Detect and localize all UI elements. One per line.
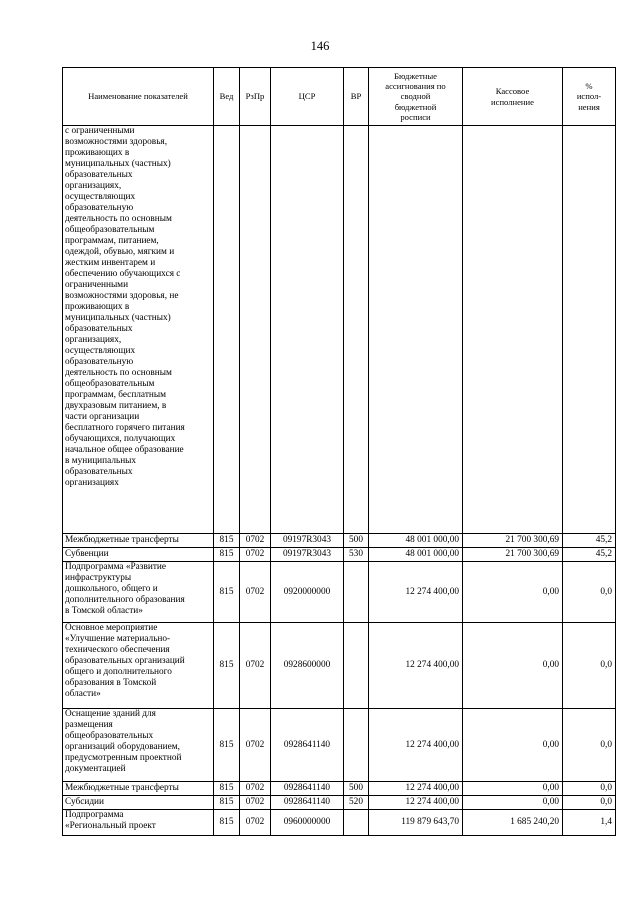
row-name: Межбюджетные трансферты [63, 782, 214, 796]
row-rzpr: 0702 [240, 796, 271, 810]
table-row [63, 562, 616, 623]
row-name: с ограниченными возможностями здоровья, проживающих в муниципальных (частных) образовательных организациях, осуществляющих образовательную деятельность по основным общеобразовательным программам, питанием, одеждой, обувью, мягким и жестким инвентарем и обеспечению обучающихся с ограниченными возможностями здоровья, не проживающих в муниципальных (частных) образовательных организациях, осуществляющих образовательную деятельность по основным общеобразовательным программам, бесплатным двухразовым питанием, в части организации бесплатного горячего питания обучающихся, получающих начальное общее образование в муниципальных образовательных организациях [63, 126, 214, 534]
page-number: 146 [310, 39, 330, 53]
table-row [63, 782, 616, 796]
row-vr: 500 [344, 534, 369, 548]
row-cash: 0,00 [463, 623, 563, 709]
header-ved: Вед [214, 68, 240, 126]
row-ved [214, 126, 240, 534]
header-assign: Бюджетные ассигнования по сводной бюджетной росписи [369, 68, 463, 126]
row-vr [344, 623, 369, 709]
row-assign: 119 879 643,70 [369, 810, 463, 836]
row-ved: 815 [214, 796, 240, 810]
table-row [63, 709, 616, 782]
row-assign: 12 274 400,00 [369, 562, 463, 623]
row-rzpr: 0702 [240, 548, 271, 562]
row-rzpr: 0702 [240, 709, 271, 782]
row-cash: 21 700 300,69 [463, 534, 563, 548]
row-vr: 500 [344, 782, 369, 796]
row-vr: 530 [344, 548, 369, 562]
row-cash: 0,00 [463, 562, 563, 623]
row-rzpr: 0702 [240, 810, 271, 836]
row-pct: 0,0 [563, 623, 616, 709]
header-vr: ВР [344, 68, 369, 126]
row-pct: 45,2 [563, 548, 616, 562]
row-name: Подпрограмма «Развитие инфраструктуры дошкольного, общего и дополнительного образования в Томской области» [63, 562, 214, 623]
row-ved: 815 [214, 782, 240, 796]
row-cash: 0,00 [463, 796, 563, 810]
row-assign [369, 126, 463, 534]
row-rzpr: 0702 [240, 782, 271, 796]
row-assign: 12 274 400,00 [369, 782, 463, 796]
row-csr: 0928641140 [271, 709, 344, 782]
row-pct: 45,2 [563, 534, 616, 548]
row-cash: 0,00 [463, 782, 563, 796]
row-assign: 48 001 000,00 [369, 534, 463, 548]
row-rzpr: 0702 [240, 534, 271, 548]
table-row [63, 623, 616, 709]
row-ved: 815 [214, 562, 240, 623]
row-pct: 0,0 [563, 562, 616, 623]
row-pct: 0,0 [563, 796, 616, 810]
row-csr: 09197R3043 [271, 534, 344, 548]
row-ved: 815 [214, 534, 240, 548]
row-name: Основное мероприятие «Улучшение материально- технического обеспечения образовательных организаций общего и дополнительного образования в Томской области» [63, 623, 214, 709]
row-vr [344, 810, 369, 836]
header-cash: Кассовое исполнение [463, 68, 563, 126]
header-pct: % испол-нения [563, 68, 616, 126]
table-row [63, 548, 616, 562]
row-assign: 12 274 400,00 [369, 796, 463, 810]
row-pct: 0,0 [563, 782, 616, 796]
row-cash: 1 685 240,20 [463, 810, 563, 836]
header-name: Наименование показателей [63, 68, 214, 126]
row-ved: 815 [214, 709, 240, 782]
row-name: Субсидии [63, 796, 214, 810]
row-pct: 1,4 [563, 810, 616, 836]
row-csr: 0928600000 [271, 623, 344, 709]
row-name: Подпрограмма «Региональный проект [63, 810, 214, 836]
row-vr [344, 709, 369, 782]
row-assign: 12 274 400,00 [369, 709, 463, 782]
row-name: Межбюджетные трансферты [63, 534, 214, 548]
table-row [63, 126, 616, 534]
row-csr: 0960000000 [271, 810, 344, 836]
row-assign: 48 001 000,00 [369, 548, 463, 562]
row-assign: 12 274 400,00 [369, 623, 463, 709]
row-vr [344, 562, 369, 623]
table-row [63, 796, 616, 810]
row-csr: 0928641140 [271, 782, 344, 796]
row-ved: 815 [214, 810, 240, 836]
row-csr: 0920000000 [271, 562, 344, 623]
row-cash [463, 126, 563, 534]
row-pct: 0,0 [563, 709, 616, 782]
row-csr: 09197R3043 [271, 548, 344, 562]
table-row [63, 534, 616, 548]
table-row [63, 810, 616, 836]
row-cash: 21 700 300,69 [463, 548, 563, 562]
row-name: Оснащение зданий для размещения общеобразовательных организаций оборудованием, предусмотренным проектной документацией [63, 709, 214, 782]
row-rzpr: 0702 [240, 562, 271, 623]
row-vr [344, 126, 369, 534]
row-pct [563, 126, 616, 534]
row-ved: 815 [214, 548, 240, 562]
row-rzpr [240, 126, 271, 534]
row-cash: 0,00 [463, 709, 563, 782]
row-name: Субвенции [63, 548, 214, 562]
row-vr: 520 [344, 796, 369, 810]
header-row [63, 68, 616, 126]
row-rzpr: 0702 [240, 623, 271, 709]
header-rzpr: РзПр [240, 68, 271, 126]
header-csr: ЦСР [271, 68, 344, 126]
row-ved: 815 [214, 623, 240, 709]
row-csr [271, 126, 344, 534]
budget-table [62, 67, 616, 836]
row-csr: 0928641140 [271, 796, 344, 810]
